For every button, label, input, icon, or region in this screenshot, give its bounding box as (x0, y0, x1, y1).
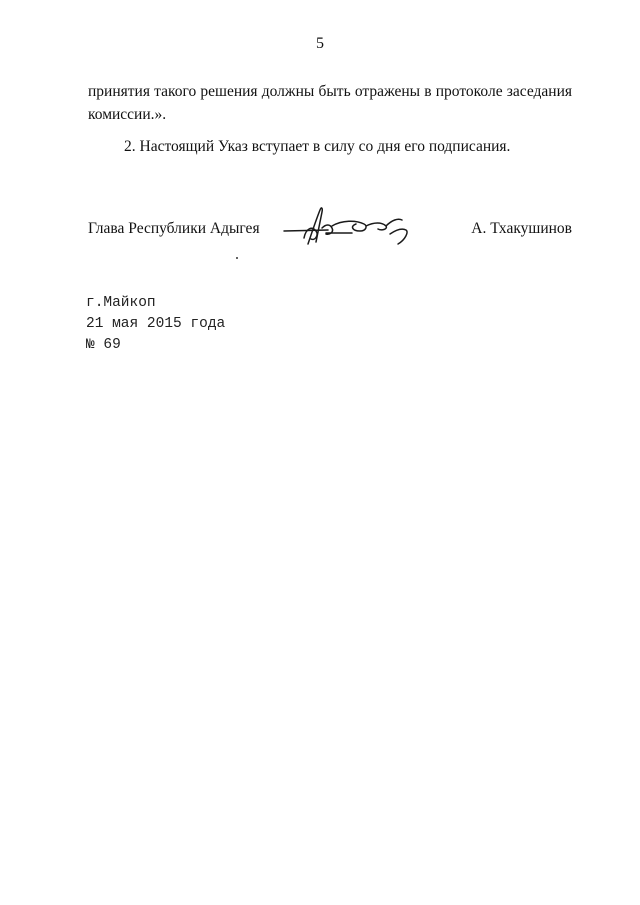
footer-number: № 69 (86, 337, 121, 353)
handwritten-signature (282, 204, 418, 248)
body-paragraph-continuation: принятия такого решения должны быть отражены в протоколе заседания комиссии.». (88, 83, 572, 123)
scan-artifact-dot (236, 257, 238, 259)
signer-name: А. Тхакушинов (471, 220, 572, 237)
page-number: 5 (316, 35, 324, 52)
body-paragraph-effective-date: 2. Настоящий Указ вступает в силу со дня его подписания. (124, 138, 511, 155)
signer-position-title: Глава Республики Адыгея (88, 220, 260, 237)
footer-date: 21 мая 2015 года (86, 316, 226, 332)
footer-city: г.Майкоп (86, 295, 156, 311)
document-footer (86, 293, 225, 356)
